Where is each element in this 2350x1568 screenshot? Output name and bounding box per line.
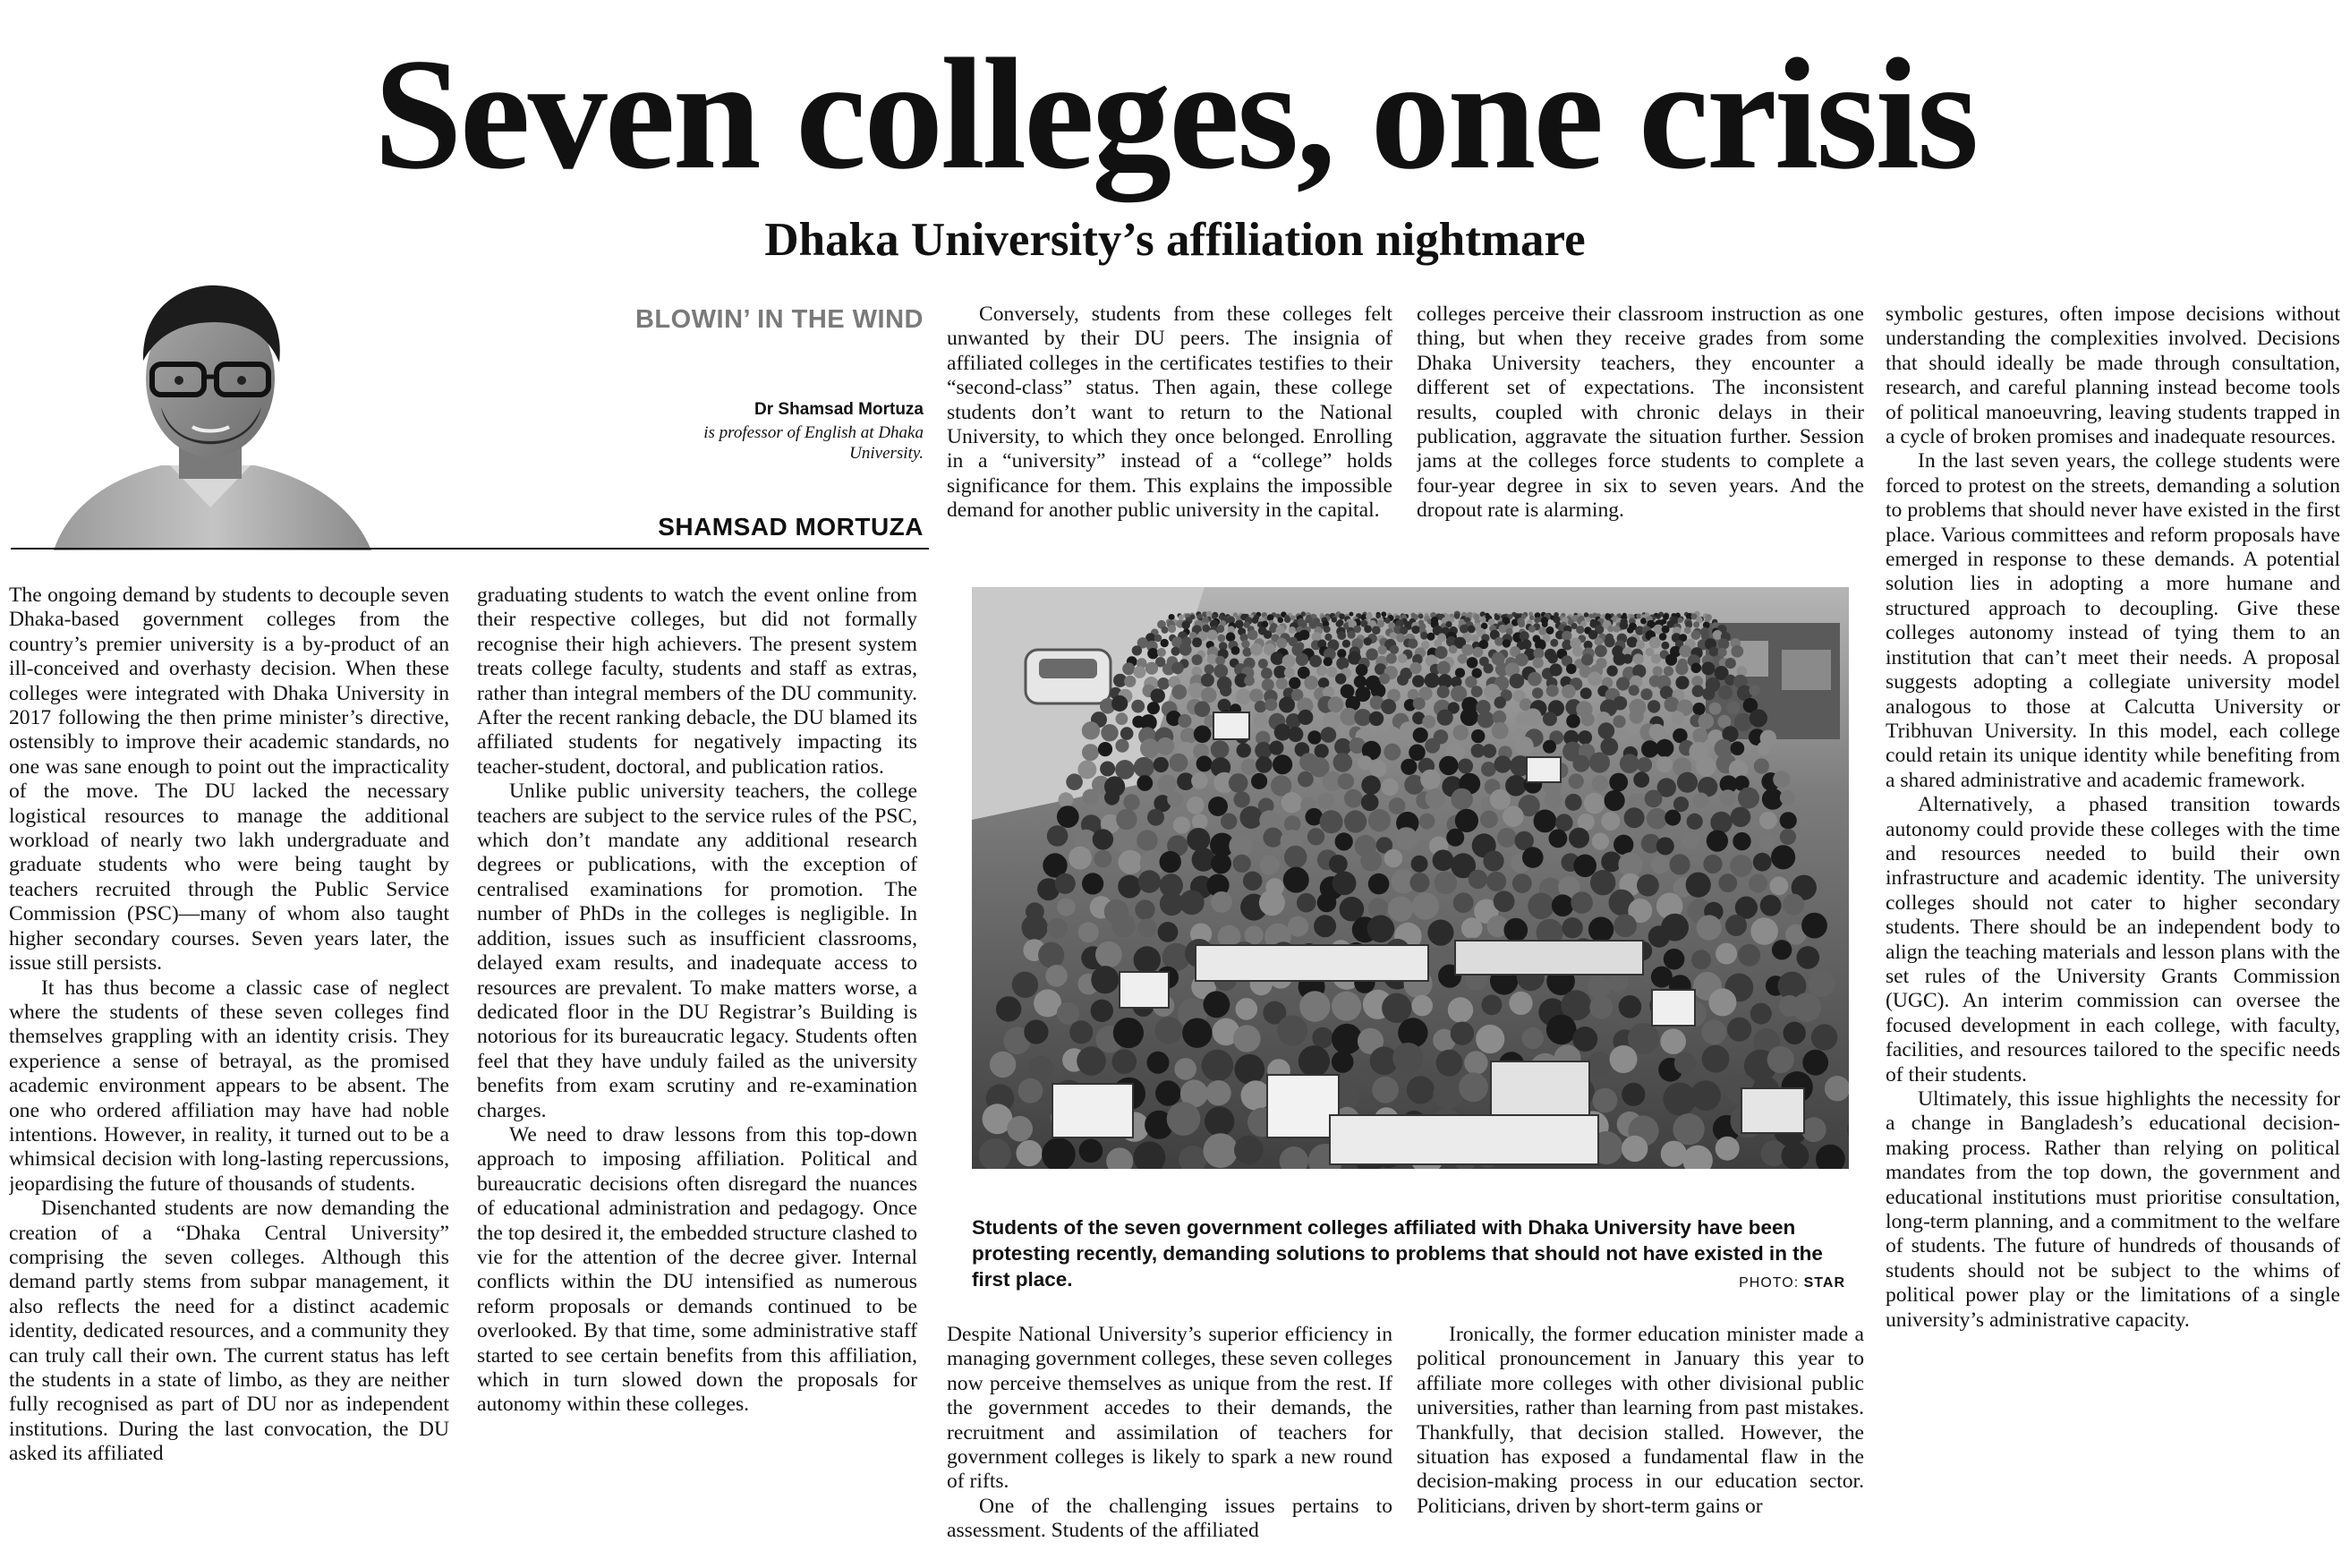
paragraph: One of the challenging issues pertains to assessment. Students of the affiliated bbox=[947, 1494, 1392, 1543]
paragraph: Ironically, the former education minister made a political pronouncement in January this year to affiliate more colleges with other divisional public universities, rather than learning from past mistakes. Thankfully, that decision stalled. However, the situation has exposed a fundamental flaw in the decision-making process in our education sector. Politicians, driven by short-term gains or bbox=[1417, 1323, 1864, 1518]
paragraph: The ongoing demand by students to decouple seven Dhaka-based government colleges from the country’s premier university is a by-product of an ill-conceived and overhasty decision. When these colleges were integrated with Dhaka University in 2017 following the then prime minister’s directive, ostensibly to improve their academic standards, no one was sane enough to point out the impracticality of the move. The DU lacked the necessary logistical resources to manage the additional workload of nearly two lakh undergraduate and graduate students who were being taught by teachers recruited through the Public Service Commission (PSC)—many of whom also taught higher secondary courses. Seven years later, the issue still persists. bbox=[9, 584, 449, 976]
paragraph: graduating students to watch the event online from their respective colleges, but did not formally recognise their high achievers. The present system treats college faculty, students and staff as extras, rather than integral members of the DU community. After the recent ranking debacle, the DU blamed its affiliated students for negatively impacting its teacher-student, doctoral, and publication ratios. bbox=[477, 584, 917, 779]
article-column-4-top bbox=[1417, 303, 1864, 553]
article-column-2 bbox=[477, 584, 917, 1564]
paragraph: We need to draw lessons from this top-down approach to imposing affiliation. Political and bureaucratic decisions often disregard the nuances of educational administration and pedagogy. Once the top desired it, the embedded structure clashed to vie for the attention of the decree giver. Internal conflicts within the DU intensified as numerous reform proposals or demands continued to be overlooked. By that time, some administrative staff started to see certain benefits from this affiliation, which in turn slowed down the proposals for autonomy within these colleges. bbox=[477, 1122, 917, 1417]
subheadline: Dhaka University’s affiliation nightmare bbox=[764, 214, 1586, 266]
paragraph: In the last seven years, the college students were forced to protest on the streets, demanding a solution to problems that should never have existed in the first place. Various committees and reform proposals have emerged in response to these demands. A potential solution lies in adopting a more humane and structured approach to decoupling. Give these colleges autonomy instead of tying them to an institution that can’t meet their needs. A proposal suggests adopting a collegiate university model analogous to those at Calcutta University or Tribhuvan University. In this model, each college could retain its unique identity while benefiting from a shared administrative and academic framework. bbox=[1886, 449, 2340, 792]
paragraph: Unlike public university teachers, the college teachers are subject to the service rules of the PSC, which don’t mandate any additional research degrees or publications, with the exception of centralised examinations for promotion. The number of PhDs in the colleges is negligible. In addition, issues such as insufficient classrooms, delayed exam results, and inadequate access to resources are prevalent. To make matters worse, a dedicated floor in the DU Registrar’s Building is notorious for its bureaucratic legacy. Students often feel that they have unduly failed as the university benefits from exam scrutiny and re-examination charges. bbox=[477, 780, 917, 1122]
photo-caption: Students of the seven government colleges affiliated with Dhaka University have been protesting recently, demanding solutions to problems that should not have existed in the first place. bbox=[972, 1216, 1823, 1291]
paragraph: Despite National University’s superior efficiency in managing government colleges, these seven colleges now perceive themselves as unique from the rest. If the government accedes to their demands, the recruitment and assimilation of teachers for government colleges is likely to spark a new round of rifts. bbox=[947, 1323, 1392, 1494]
paragraph: symbolic gestures, often impose decisions without understanding the complexities involved. Decisions that should ideally be made through consultation, research, and careful planning instead become tools of political manoeuvring, leaving students trapped in a cycle of broken promises and inadequate resources. bbox=[1886, 303, 2340, 449]
author-name: Dr Shamsad Mortuza bbox=[754, 400, 924, 419]
column-name: BLOWIN’ IN THE WIND bbox=[634, 305, 924, 334]
author-portrait bbox=[27, 273, 385, 550]
article-column-5 bbox=[1886, 303, 2340, 1564]
byline-rule bbox=[11, 548, 929, 550]
article-column-4-bottom bbox=[1417, 1323, 1864, 1564]
photo-credit-source: STAR bbox=[1803, 1275, 1845, 1291]
article-column-1 bbox=[9, 584, 449, 1564]
protest-photo bbox=[972, 587, 1849, 1169]
photo-credit-label: PHOTO: bbox=[1739, 1275, 1800, 1291]
article-column-3-top bbox=[947, 303, 1392, 553]
paragraph: Alternatively, a phased transition towards autonomy could provide these colleges with the time and resources needed to build their own infrastructure and academic identity. The university colleges should not cater to higher secondary students. There should be an independent body to align the teaching materials and lesson plans with the set rules of the University Grants Commission (UGC). An interim commission can oversee the focused development in each college, with faculty, facilities, and resources tailored to the specific needs of their students. bbox=[1886, 793, 2340, 1087]
paragraph: Disenchanted students are now demanding the creation of a “Dhaka Central University” comprising the seven colleges. Although this demand partly stems from subpar management, it also reflects the need for a distinct academic identity, dedicated resources, and a community they can truly call their own. The current status has left the students in a state of limbo, as they are neither fully recognised as part of DU nor as independent institutions. During the last convocation, the DU asked its affiliated bbox=[9, 1197, 449, 1466]
paragraph: Ultimately, this issue highlights the necessity for a change in Bangladesh’s educational decision-making process. Rather than relying on political mandates from the top down, the government and educational institutions must prioritise consultation, long-term planning, and a commitment to the welfare of students. The future of hundreds of thousands of students should not be subject to the whims of political power play or the limitations of a single university’s administrative capacity. bbox=[1886, 1087, 2340, 1332]
paragraph: Conversely, students from these colleges felt unwanted by their DU peers. The insignia of affiliated colleges in the certificates testifies to their “second-class” status. Then again, these college students don’t want to return to the National University, to which they once belonged. Enrolling in a “university” instead of a “college” holds significance for them. This explains the impossible demand for another public university in the capital. bbox=[947, 303, 1392, 523]
paragraph: It has thus become a classic case of neglect where the students of these seven colleges find themselves grappling with an identity crisis. They experience a sense of betrayal, as the promised academic environment appears to be absent. The one who ordered affiliation may have had noble intentions. However, in reality, it turned out to be a whimsical decision with long-lasting repercussions, jeopardising the future of thousands of students. bbox=[9, 976, 449, 1196]
headline: Seven colleges, one crisis bbox=[373, 25, 1977, 202]
photo-credit bbox=[1521, 1275, 1845, 1291]
author-bio: is professor of English at Dhaka University. bbox=[703, 423, 924, 463]
byline: SHAMSAD MORTUZA bbox=[658, 513, 924, 541]
paragraph: colleges perceive their classroom instruction as one thing, but when they receive grades from some Dhaka University teachers, they encounter a different set of expectations. The inconsistent results, coupled with chronic delays in their publication, aggravate the situation further. Session jams at the colleges force students to complete a four-year degree in six to seven years. And the dropout rate is alarming. bbox=[1417, 303, 1864, 523]
article-column-3-bottom bbox=[947, 1323, 1392, 1564]
